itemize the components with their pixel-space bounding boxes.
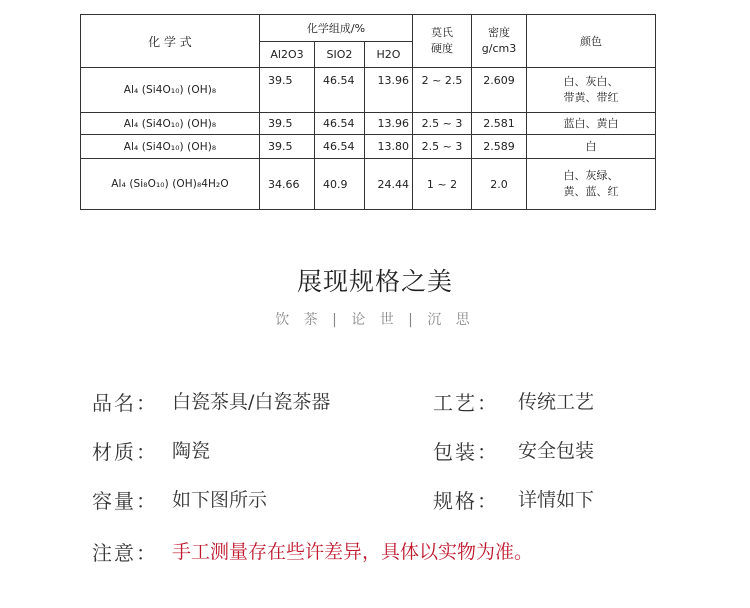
h2o-cell: 13.80 <box>365 135 413 159</box>
density-cell: 2.589 <box>472 135 527 159</box>
color-cell <box>527 159 656 210</box>
table-row <box>81 159 656 210</box>
material-label: 材质： <box>92 440 158 464</box>
density-cell: 2.0 <box>472 159 527 210</box>
hardness-cell: 2.5 ~ 3 <box>413 135 472 159</box>
color-line: 白、灰白、 <box>563 75 619 88</box>
color-cell: 蓝白、黄白 <box>527 113 656 135</box>
spec-label: 规格： <box>433 489 499 513</box>
header-al2o3: Al2O3 <box>260 42 315 68</box>
craft-label: 工艺： <box>433 391 499 415</box>
header-composition: 化学组成/% <box>260 15 413 42</box>
color-line: 白、灰绿、 <box>563 169 619 182</box>
header-color: 颜色 <box>527 15 656 68</box>
capacity-value: 如下图所示 <box>172 489 268 511</box>
h2o-cell: 13.96 <box>365 68 413 113</box>
al2o3-cell: 39.5 <box>260 135 315 159</box>
name-label: 品名： <box>92 391 158 415</box>
al2o3-cell: 39.5 <box>260 68 315 113</box>
craft-value: 传统工艺 <box>518 391 595 413</box>
material-value: 陶瓷 <box>172 440 211 462</box>
table-row <box>81 135 656 159</box>
sio2-cell: 46.54 <box>315 68 365 113</box>
hardness-cell: 2.5 ~ 3 <box>413 113 472 135</box>
header-hardness: 莫氏 硬度 <box>413 15 472 68</box>
density-cell: 2.581 <box>472 113 527 135</box>
package-value: 安全包装 <box>518 440 595 462</box>
sio2-cell: 40.9 <box>315 159 365 210</box>
al2o3-cell: 39.5 <box>260 113 315 135</box>
table-row <box>81 113 656 135</box>
capacity-label: 容量： <box>92 489 158 513</box>
section-subtitle: 饮 茶 | 论 世 | 沉 思 <box>275 312 475 328</box>
color-line: 带黄、带红 <box>563 91 619 104</box>
header-h2o: H2O <box>365 42 413 68</box>
package-label: 包装： <box>433 440 499 464</box>
note-label: 注意： <box>92 541 158 565</box>
table-row <box>81 68 656 113</box>
color-line: 黄、蓝、红 <box>563 185 619 198</box>
sio2-cell: 46.54 <box>315 113 365 135</box>
mineral-composition-table <box>80 14 656 210</box>
formula-cell: Al₄ (Si₈O₁₀) (OH)₈4H₂O <box>81 159 260 210</box>
h2o-cell: 13.96 <box>365 113 413 135</box>
header-density: 密度 g/cm3 <box>472 15 527 68</box>
h2o-cell: 24.44 <box>365 159 413 210</box>
formula-cell: Al₄ (Si4O₁₀) (OH)₈ <box>81 135 260 159</box>
formula-cell: Al₄ (Si4O₁₀) (OH)₈ <box>81 68 260 113</box>
density-cell: 2.609 <box>472 68 527 113</box>
note-value: 手工测量存在些许差异，具体以实物为准。 <box>172 541 534 563</box>
spec-value: 详情如下 <box>518 489 595 511</box>
color-cell: 白 <box>527 135 656 159</box>
name-value: 白瓷茶具/白瓷茶器 <box>172 391 331 413</box>
header-formula: 化 学 式 <box>81 15 260 68</box>
formula-cell: Al₄ (Si4O₁₀) (OH)₈ <box>81 113 260 135</box>
section-title: 展现规格之美 <box>296 267 453 296</box>
hardness-cell: 1 ~ 2 <box>413 159 472 210</box>
color-cell <box>527 68 656 113</box>
hardness-cell: 2 ~ 2.5 <box>413 68 472 113</box>
sio2-cell: 46.54 <box>315 135 365 159</box>
al2o3-cell: 34.66 <box>260 159 315 210</box>
header-sio2: SIO2 <box>315 42 365 68</box>
